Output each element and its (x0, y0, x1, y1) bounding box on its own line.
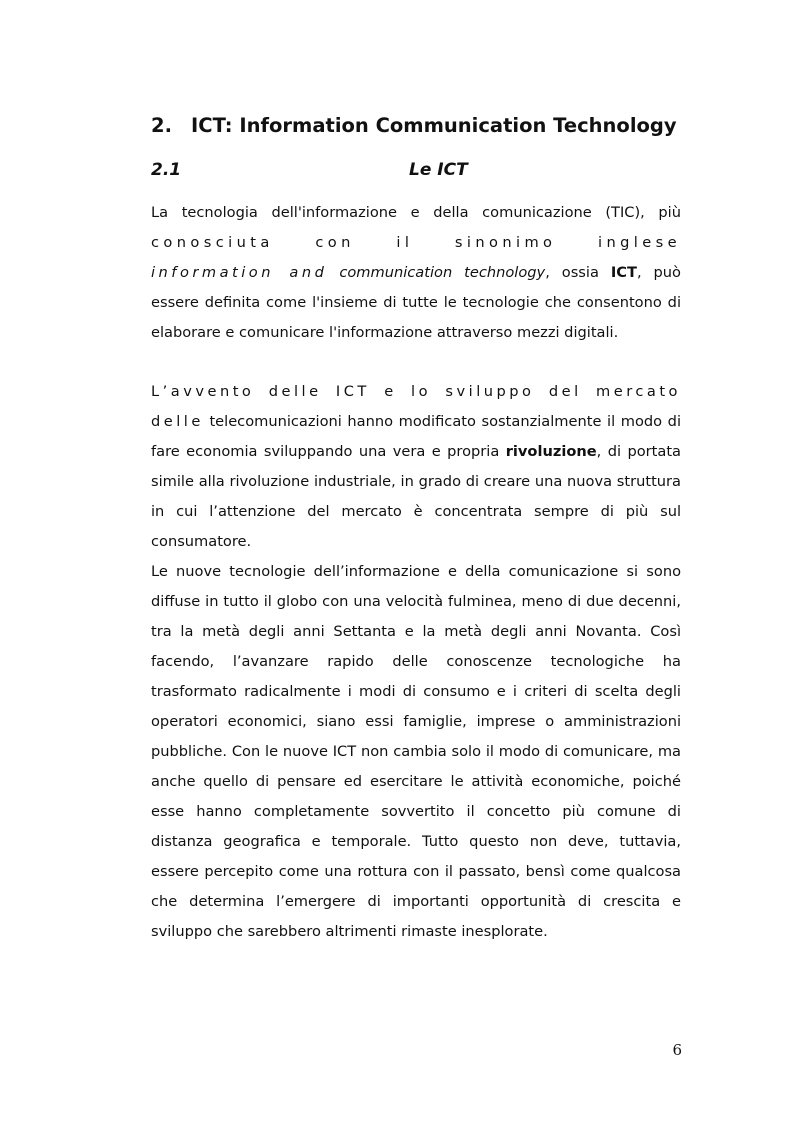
paragraph2-bold-word: rivoluzione (505, 443, 597, 460)
paragraph1-text-after-term: , ossia (545, 264, 611, 281)
section-heading (151, 156, 681, 184)
paragraph2-text-after-bold: , di portata simile alla rivoluzione industriale, in grado di creare una nuova struttura in cui l’attenzione del mercato è concentrata sempre di più sul consumatore. (151, 443, 681, 550)
chapter-title (151, 112, 691, 140)
paragraph1-spaced-text: conosciuta con il sinonimo inglese (151, 234, 681, 251)
paragraph1-bold-acronym: ICT (610, 264, 637, 281)
paragraph2-text-before-bold: telecomunicazioni hanno modificato sostanzialmente il modo di fare economia sviluppando una vera e propria (151, 413, 681, 460)
paragraph2-spaced-text: L’avvento delle ICT e lo sviluppo del mercato delle (151, 383, 681, 430)
section-title: Le ICT (409, 160, 468, 180)
paragraph1-rest: , può essere definita come l'insieme di tutte le tecnologie che consentono di elaborare e comunicare l'informazione attraverso mezzi digitali. (151, 264, 681, 341)
paragraph-ict-revolution (151, 377, 681, 557)
page-number: 6 (672, 1041, 682, 1059)
chapter-title-text: ICT: Information Communication Technology (191, 114, 677, 137)
paragraph1-italic-term: communication technology (339, 264, 546, 281)
paragraph-ict-definition (151, 198, 681, 348)
paragraph-new-technologies: Le nuove tecnologie dell’informazione e della comunicazione si sono diffuse in tutto il globo con una velocità fulminea, meno di due decenni, tra la metà degli anni Settanta e la metà degli anni Novanta. Così facendo, l’avanzare rapido delle conoscenze tecnologiche ha trasformato radicalmente i modi di consumo e i criteri di scelta degli operatori economici, siano essi famiglie, imprese o amministrazioni pubbliche. Con le nuove ICT non cambia solo il modo di comunicare, ma anche quello di pensare ed esercitare le attività economiche, poiché esse hanno completamente sovvertito il concetto più comune di distanza geografica e temporale. Tutto questo non deve, tuttavia, essere percepito come una rottura con il passato, bensì come qualcosa che determina l’emergere di importanti opportunità di crescita e sviluppo che sarebbero altrimenti rimaste inesplorate. (151, 563, 681, 940)
chapter-number: 2. (151, 114, 172, 137)
paragraph1-spaced-italic: information and (151, 264, 328, 281)
section-number: 2.1 (151, 160, 182, 180)
paragraph1-intro: La tecnologia dell'informazione e della comunicazione (TIC), più (151, 204, 681, 221)
